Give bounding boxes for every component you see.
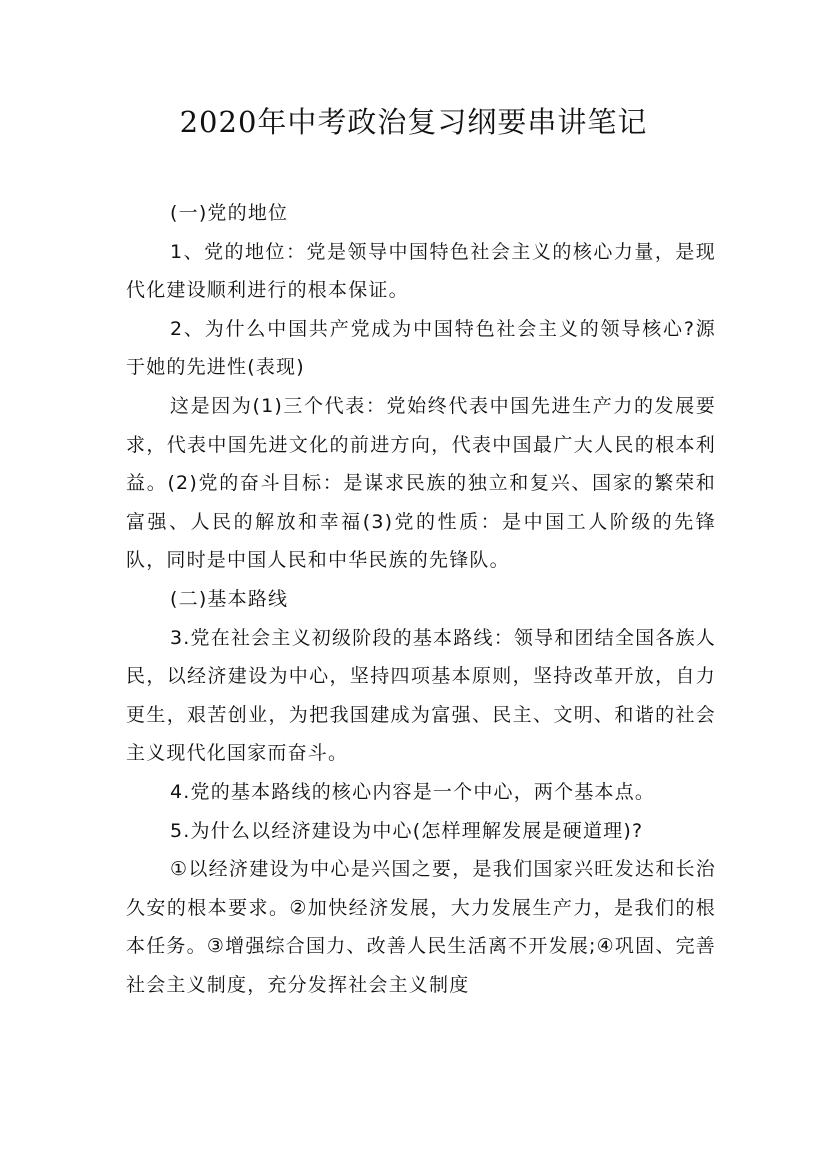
- section-heading-party-status: (一)党的地位: [170, 202, 289, 224]
- paragraph-5: 4.党的基本路线的核心内容是一个中心，两个基本点。: [170, 780, 656, 803]
- paragraph-6: 5.为什么以经济建设为中心(怎样理解发展是硬道理)?: [170, 819, 644, 842]
- paragraph-2: 2、为什么中国共产党成为中国特色社会主义的领导核心?源于她的先进性(表现): [126, 317, 716, 379]
- paragraph-7: ①以经济建设为中心是兴国之要，是我们国家兴旺发达和长治久安的根本要求。②加快经济发展，大力发展生产力，是我们的根本任务。③增强综合国力、改善人民生活离不开发展;④巩固、完善社会主义制度，充分发挥社会主义制度: [126, 858, 716, 996]
- section-heading-basic-line: (二)基本路线: [170, 587, 289, 610]
- paragraph-4: 3.党在社会主义初级阶段的基本路线：领导和团结全国各族人民，以经济建设为中心，坚持四项基本原则，坚持改革开放，自力更生，艰苦创业，为把我国建成为富强、民主、文明、和谐的社会主义现代化国家而奋斗。: [126, 626, 716, 765]
- page-title: 2020年中考政治复习纲要串讲笔记: [179, 105, 648, 139]
- paragraph-3: 这是因为(1)三个代表：党始终代表中国先进生产力的发展要求，代表中国先进文化的前进方向，代表中国最广大人民的根本利益。(2)党的奋斗目标：是谋求民族的独立和复兴、国家的繁荣和富强、人民的解放和幸福(3)党的性质：是中国工人阶级的先锋队，同时是中国人民和中华民族的先锋队。: [126, 394, 716, 572]
- document-body: [126, 194, 716, 1004]
- paragraph-1: 1、党的地位：党是领导中国特色社会主义的核心力量，是现代化建设顺利进行的根本保证。: [126, 240, 716, 302]
